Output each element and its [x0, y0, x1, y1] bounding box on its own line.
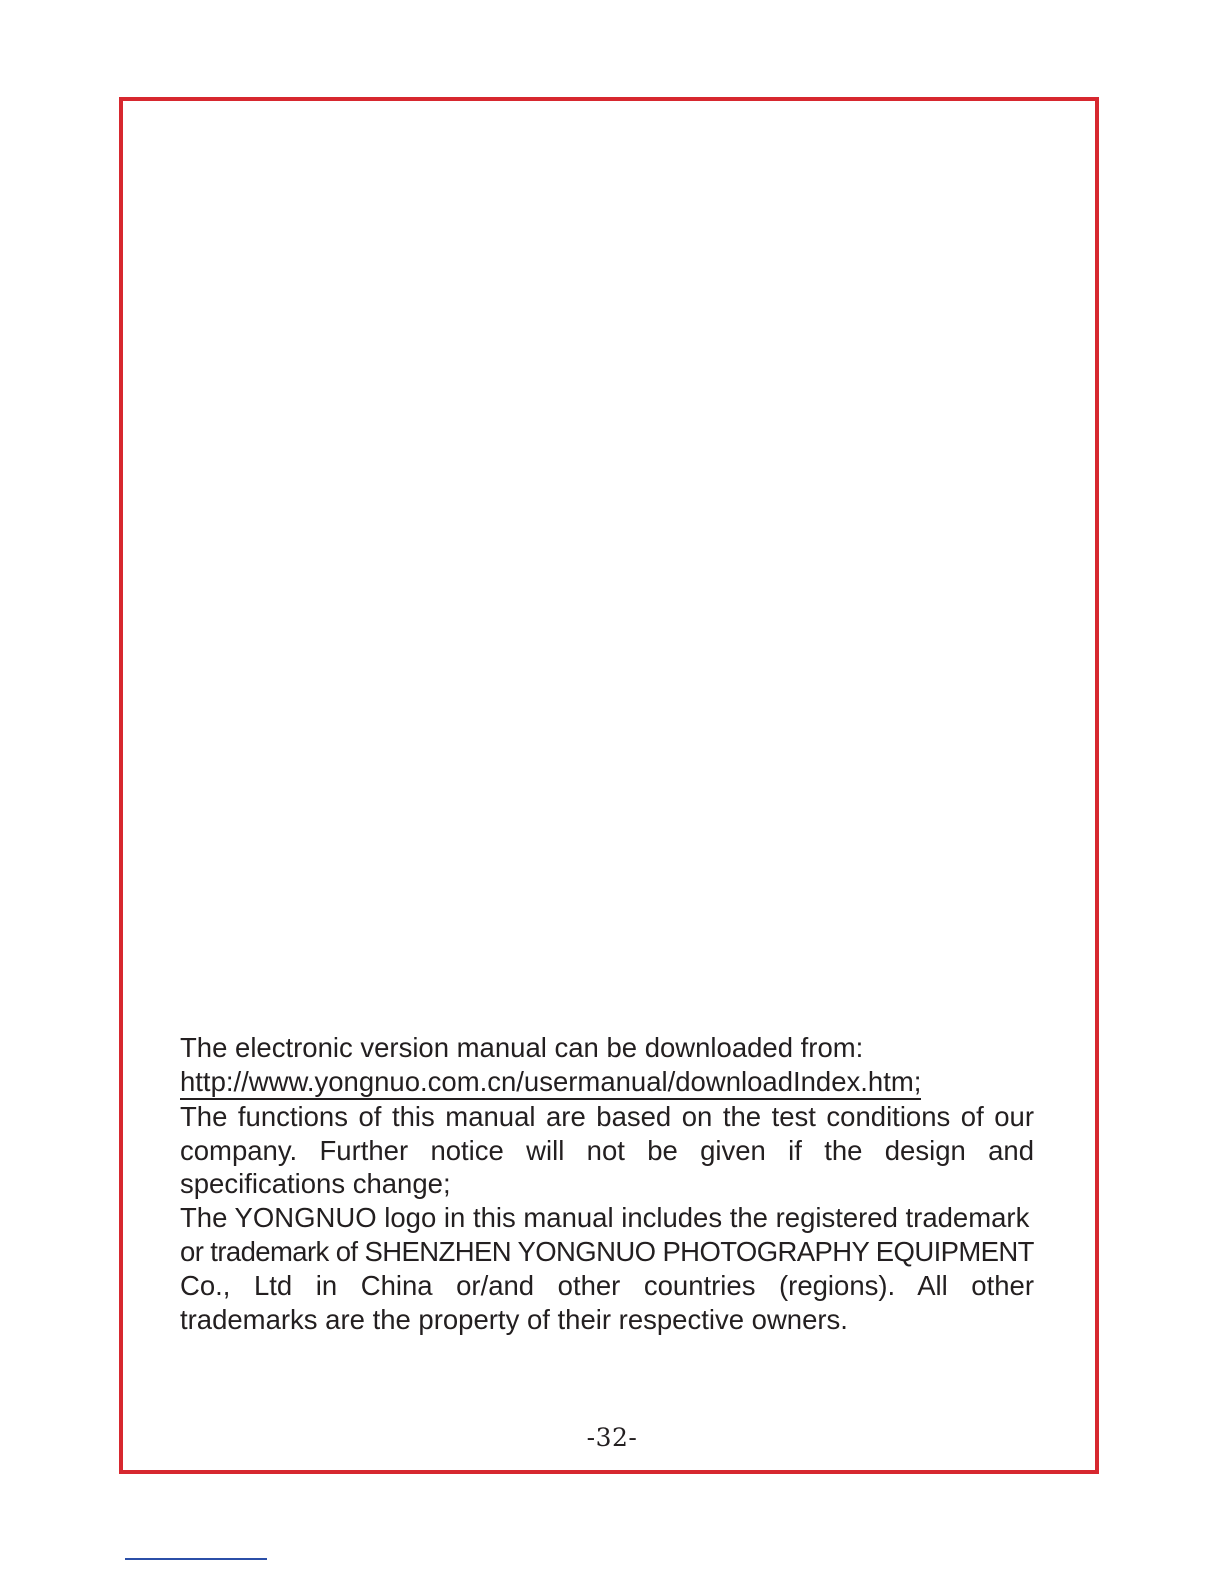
download-intro-text: The electronic version manual can be downloaded from:	[180, 1032, 864, 1063]
download-url-link[interactable]: http://www.yongnuo.com.cn/usermanual/downloadIndex.htm;	[180, 1065, 921, 1100]
trademark-text-rest: Co., Ltd in China or/and other countries (regions). All other trademarks are the property of their respective owners.	[180, 1269, 1034, 1335]
download-url-line	[180, 1065, 1034, 1100]
functions-notice-text: The functions of this manual are based on the test conditions of our company. Further notice will not be given if the design and specifications change;	[180, 1100, 1034, 1200]
manual-notice-block	[180, 1031, 1034, 1336]
trademark-text-line-1: The YONGNUO logo in this manual includes the registered trademark	[180, 1202, 1030, 1234]
trademark-text-line-2: or trademark of SHENZHEN YONGNUO PHOTOGRAPHY EQUIPMENT	[180, 1235, 1034, 1267]
page-number: -32-	[586, 1423, 638, 1452]
footnote-rule	[125, 1558, 267, 1560]
